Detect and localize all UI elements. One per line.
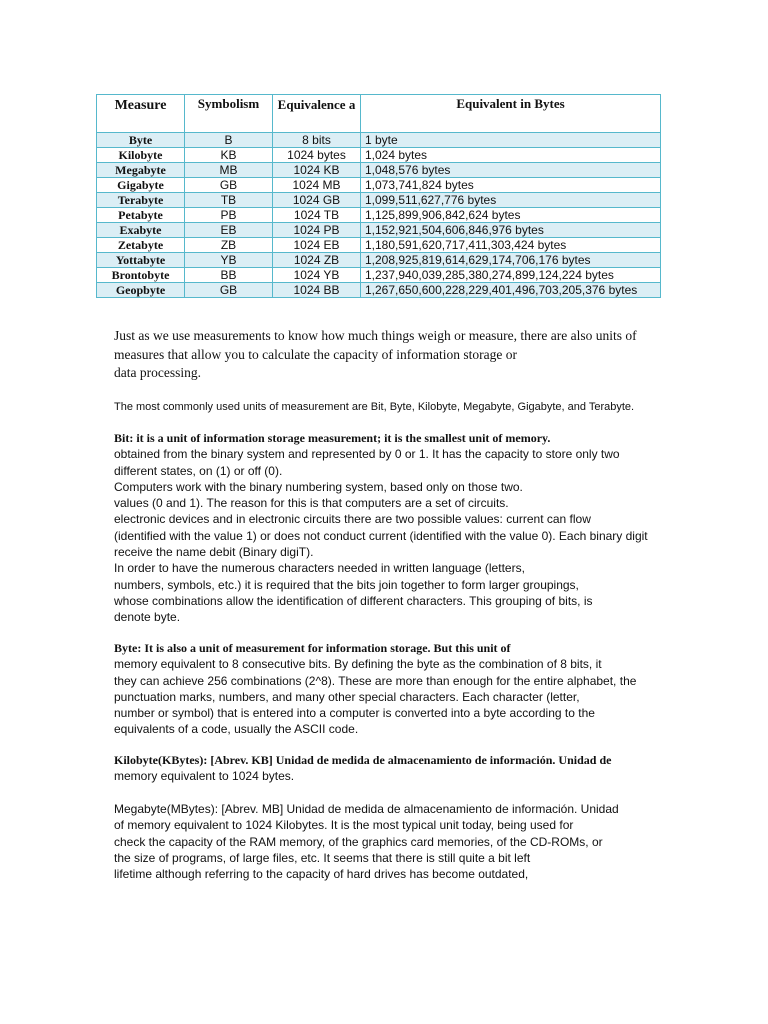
bit-text-line: values (0 and 1). The reason for this is that computers are a set of circuits.	[114, 496, 509, 511]
table-header-row	[97, 95, 661, 133]
bit-text-line: denote byte.	[114, 610, 181, 625]
equivalence-cell: 1024 EB	[273, 238, 361, 253]
bytes-cell: 1,125,899,906,842,624 bytes	[361, 208, 661, 223]
bytes-cell: 1,099,511,627,776 bytes	[361, 193, 661, 208]
measure-cell: Geopbyte	[97, 283, 185, 298]
intro-line: data processing.	[114, 365, 201, 380]
byte-text-line: equivalents of a code, usually the ASCII code.	[114, 722, 359, 737]
bytes-cell: 1 byte	[361, 133, 661, 148]
measure-cell: Byte	[97, 133, 185, 148]
bytes-cell: 1,073,741,824 bytes	[361, 178, 661, 193]
megabyte-text-line: Megabyte(MBytes): [Abrev. MB] Unidad de medida de almacenamiento de información. Unidad	[114, 802, 619, 816]
header-measure: Measure	[97, 95, 185, 133]
symbol-cell: PB	[185, 208, 273, 223]
bit-text-line: In order to have the numerous characters needed in written language (letters,	[114, 561, 525, 576]
table-row	[97, 253, 661, 268]
header-equivalent-bytes: Equivalent in Bytes	[361, 95, 661, 133]
table-row	[97, 268, 661, 283]
symbol-cell: GB	[185, 283, 273, 298]
megabyte-text-line: of memory equivalent to 1024 Kilobytes. It is the most typical unit today, being used for	[114, 818, 574, 833]
bit-text-line: (identified with the value 1) or does not conduct current (identified with the value 0). Each binary digit	[114, 528, 648, 543]
intro-line: measures that allow you to calculate the capacity of information storage or	[114, 346, 517, 362]
bytes-cell: 1,048,576 bytes	[361, 163, 661, 178]
table-row	[97, 223, 661, 238]
symbol-cell: B	[185, 133, 273, 148]
symbol-cell: GB	[185, 178, 273, 193]
measure-cell: Brontobyte	[97, 268, 185, 283]
bytes-cell: 1,152,921,504,606,846,976 bytes	[361, 223, 661, 238]
equivalence-cell: 1024 MB	[273, 178, 361, 193]
byte-heading: Byte: It is also a unit of measurement for information storage. But this unit of	[114, 641, 511, 655]
bit-heading: Bit: it is a unit of information storage measurement; it is the smallest unit of memory.	[114, 431, 551, 445]
bit-text-line: whose combinations allow the identification of different characters. This grouping of bits, is	[114, 593, 593, 608]
equivalence-cell: 1024 BB	[273, 283, 361, 298]
bit-text-line: obtained from the binary system and represented by 0 or 1. It has the capacity to store only two	[114, 447, 620, 462]
equivalence-cell: 1024 TB	[273, 208, 361, 223]
megabyte-text-line: the size of programs, of large files, etc. It seems that there is still quite a bit left	[114, 850, 531, 865]
kilobyte-text-line: memory equivalent to 1024 bytes.	[114, 769, 295, 784]
common-units-text: The most commonly used units of measurement are Bit, Byte, Kilobyte, Megabyte, Gigabyte, and Terabyte.	[114, 401, 635, 413]
megabyte-text-line: check the capacity of the RAM memory, of the graphics card memories, of the CD-ROMs, or	[114, 834, 603, 849]
byte-paragraph	[114, 640, 674, 738]
intro-line: Just as we use measurements to know how much things weigh or measure, there are also units of	[114, 328, 637, 343]
measure-cell: Megabyte	[97, 163, 185, 178]
bit-text-line: different states, on (1) or off (0).	[114, 463, 283, 478]
table-row	[97, 148, 661, 163]
bit-text-line: numbers, symbols, etc.) it is required that the bits join together to form larger groupings,	[114, 577, 579, 592]
byte-text-line: punctuation marks, numbers, and many other special characters. Each character (letter,	[114, 689, 580, 704]
table-row	[97, 163, 661, 178]
bytes-cell: 1,237,940,039,285,380,274,899,124,224 bytes	[361, 268, 661, 283]
byte-text-line: memory equivalent to 8 consecutive bits. By defining the byte as the combination of 8 bits, it	[114, 657, 602, 672]
equivalence-cell: 1024 PB	[273, 223, 361, 238]
equivalence-cell: 1024 GB	[273, 193, 361, 208]
equivalence-cell: 8 bits	[273, 133, 361, 148]
measure-cell: Yottabyte	[97, 253, 185, 268]
common-units-paragraph	[114, 400, 674, 414]
bytes-cell: 1,024 bytes	[361, 148, 661, 163]
symbol-cell: ZB	[185, 238, 273, 253]
table-row	[97, 283, 661, 298]
bytes-cell: 1,180,591,620,717,411,303,424 bytes	[361, 238, 661, 253]
measure-cell: Exabyte	[97, 223, 185, 238]
symbol-cell: MB	[185, 163, 273, 178]
units-table	[96, 94, 661, 298]
table-row	[97, 193, 661, 208]
equivalence-cell: 1024 YB	[273, 268, 361, 283]
symbol-cell: TB	[185, 193, 273, 208]
bit-paragraph	[114, 430, 674, 626]
symbol-cell: YB	[185, 253, 273, 268]
byte-text-line: they can achieve 256 combinations (2^8). These are more than enough for the entire alphabet, the	[114, 673, 637, 688]
header-symbolism: Symbolism	[185, 95, 273, 133]
measure-cell: Petabyte	[97, 208, 185, 223]
equivalence-cell: 1024 KB	[273, 163, 361, 178]
megabyte-text-line: lifetime although referring to the capacity of hard drives has become outdated,	[114, 867, 529, 882]
byte-text-line: number or symbol) that is entered into a computer is converted into a byte according to the	[114, 706, 595, 721]
table-row	[97, 133, 661, 148]
equivalence-cell: 1024 bytes	[273, 148, 361, 163]
measure-cell: Gigabyte	[97, 178, 185, 193]
intro-paragraph	[114, 327, 674, 383]
table-row	[97, 178, 661, 193]
table-row	[97, 238, 661, 253]
measure-cell: Kilobyte	[97, 148, 185, 163]
megabyte-paragraph	[114, 801, 674, 882]
bit-text-line: Computers work with the binary numbering system, based only on those two.	[114, 479, 523, 494]
measure-cell: Terabyte	[97, 193, 185, 208]
bytes-cell: 1,208,925,819,614,629,174,706,176 bytes	[361, 253, 661, 268]
symbol-cell: BB	[185, 268, 273, 283]
table-body	[97, 133, 661, 298]
bytes-cell: 1,267,650,600,228,229,401,496,703,205,376 bytes	[361, 283, 661, 298]
kilobyte-heading: Kilobyte(KBytes): [Abrev. KB] Unidad de medida de almacenamiento de información. Unidad de	[114, 753, 612, 767]
symbol-cell: KB	[185, 148, 273, 163]
bit-text-line: electronic devices and in electronic circuits there are two possible values: current can flow	[114, 512, 591, 527]
equivalence-cell: 1024 ZB	[273, 253, 361, 268]
bit-text-line: receive the name debit (Binary digiT).	[114, 545, 314, 560]
measure-cell: Zetabyte	[97, 238, 185, 253]
table-row	[97, 208, 661, 223]
symbol-cell: EB	[185, 223, 273, 238]
kilobyte-paragraph	[114, 752, 674, 785]
header-equivalence: Equivalence a	[273, 95, 361, 133]
